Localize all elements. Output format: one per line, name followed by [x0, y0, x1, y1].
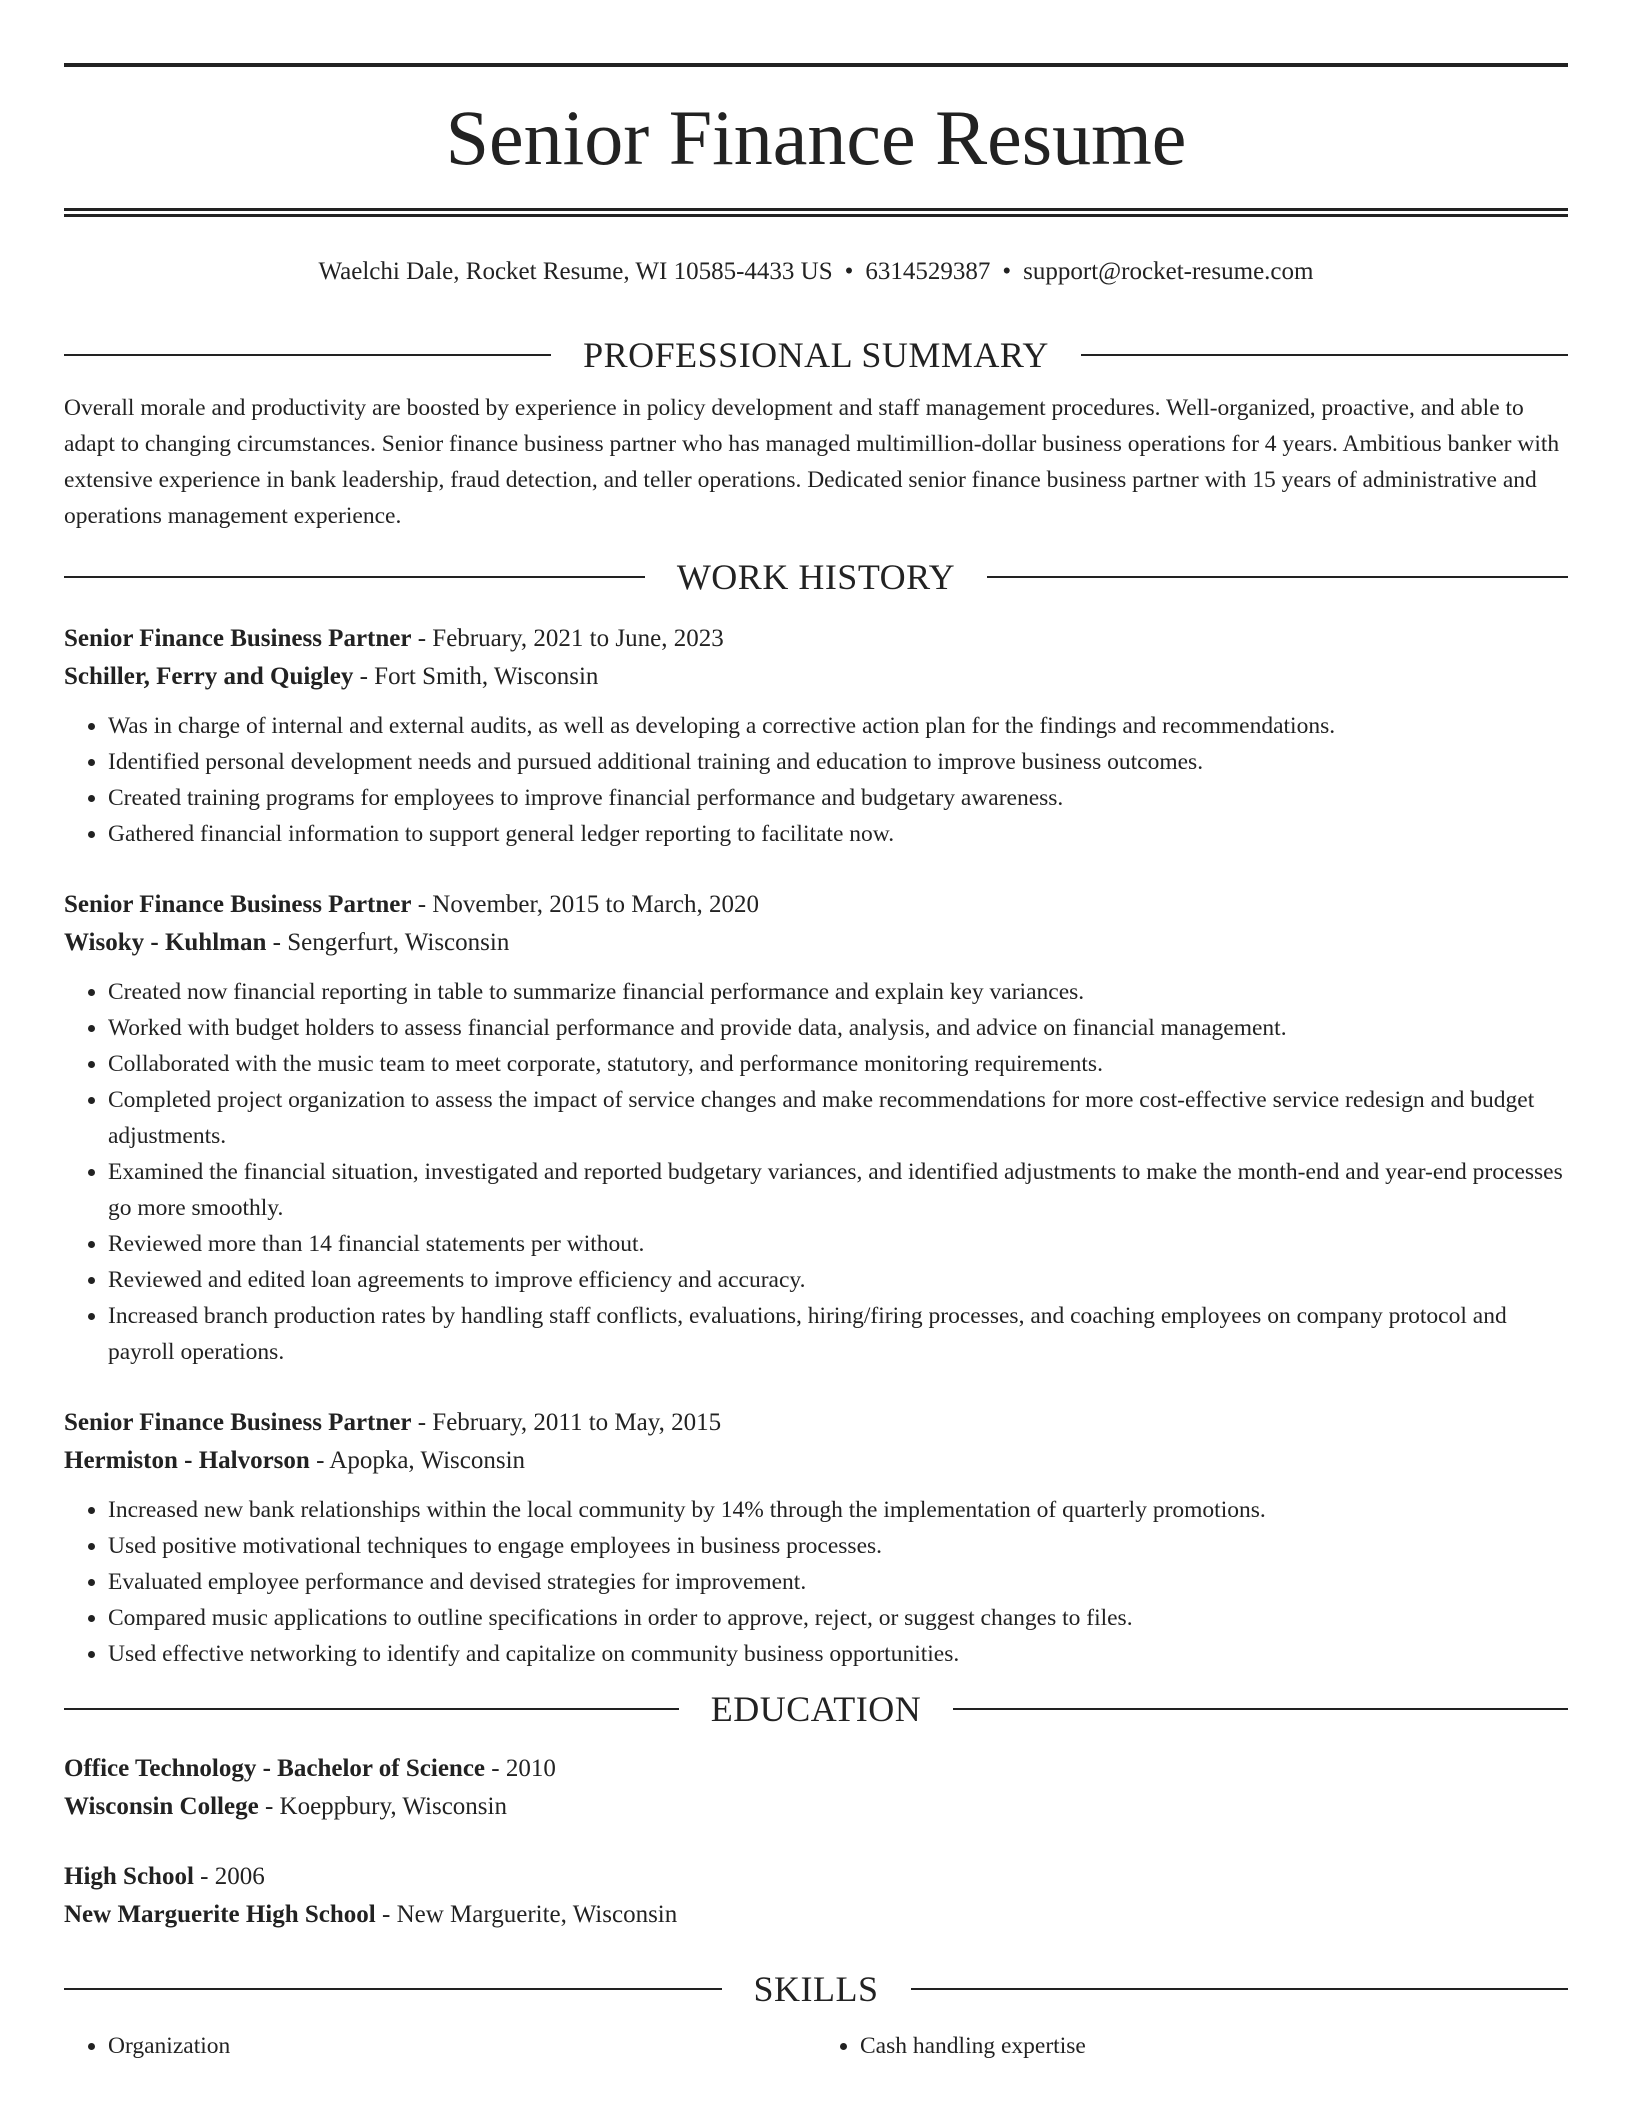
contact-line	[64, 254, 1568, 290]
job-bullets	[64, 1492, 1568, 1672]
job-company: Schiller, Ferry and Quigley	[64, 663, 354, 690]
section-heading-skills	[64, 1964, 1568, 2014]
section-heading-work-history	[64, 552, 1568, 602]
job-title-line	[64, 886, 1568, 924]
heading-rule	[64, 354, 551, 356]
list-item: • Increased branch production rates by handling staff conflicts, evaluations, hiring/firing processes, and coaching employees on company protocol and payroll operations.	[108, 1298, 1568, 1370]
list-item: • Examined the financial situation, investigated and reported budgetary variances, and identified adjustments to make the month-end and year-end processes go more smoothly.	[108, 1154, 1568, 1226]
section-title: WORK HISTORY	[676, 557, 956, 597]
job-company-line	[64, 924, 1568, 962]
education-degree-line	[64, 1858, 1568, 1896]
job-dates: - February, 2011 to May, 2015	[411, 1409, 722, 1436]
list-item: • Gathered financial information to support general ledger reporting to facilitate now.	[108, 816, 1568, 852]
contact-email: support@rocket-resume.com	[1023, 258, 1314, 285]
job-location: - Sengerfurt, Wisconsin	[266, 929, 510, 956]
job-company-line	[64, 658, 1568, 696]
list-item: • Was in charge of internal and external audits, as well as developing a corrective action plan for the findings and recommendations.	[108, 708, 1568, 744]
list-item: • Created training programs for employees to improve financial performance and budgetary awareness.	[108, 780, 1568, 816]
heading-rule	[1081, 354, 1568, 356]
contact-phone: 6314529387	[865, 258, 991, 285]
heading-rule	[64, 1988, 722, 1990]
education-entry	[64, 1858, 1568, 1934]
contact-separator: •	[1002, 258, 1012, 285]
list-item: • Reviewed more than 14 financial statements per without.	[108, 1226, 1568, 1262]
job-location: - Apopka, Wisconsin	[309, 1447, 526, 1474]
job-entry	[64, 620, 1568, 852]
job-dates: - November, 2015 to March, 2020	[411, 891, 760, 918]
resume-body	[64, 330, 1568, 2064]
education-school-line	[64, 1896, 1568, 1934]
education-school-line	[64, 1788, 1568, 1826]
list-item: • Created now financial reporting in table to summarize financial performance and explain key variances.	[108, 974, 1568, 1010]
section-title: SKILLS	[753, 1969, 879, 2009]
contact-address: Waelchi Dale, Rocket Resume, WI 10585-4433 US	[318, 258, 833, 285]
education-school: Wisconsin College	[64, 1793, 259, 1820]
skills-list-left	[64, 2028, 816, 2064]
job-bullets	[64, 974, 1568, 1370]
double-rule	[64, 208, 1568, 217]
heading-rule	[911, 1988, 1569, 1990]
job-company: Hermiston - Halvorson	[64, 1447, 310, 1474]
job-bullets	[64, 708, 1568, 852]
contact-separator: •	[844, 258, 854, 285]
education-year: - 2006	[193, 1863, 265, 1890]
education-year: - 2010	[485, 1755, 556, 1782]
section-title: PROFESSIONAL SUMMARY	[583, 335, 1049, 375]
resume-title: Senior Finance Resume	[445, 94, 1187, 181]
list-item: • Used effective networking to identify and capitalize on community business opportunities.	[108, 1636, 1568, 1672]
top-rule	[64, 63, 1568, 67]
job-location: - Fort Smith, Wisconsin	[353, 663, 599, 690]
job-dates: - February, 2021 to June, 2023	[411, 625, 724, 652]
list-item: • Collaborated with the music team to meet corporate, statutory, and performance monitoring requirements.	[108, 1046, 1568, 1082]
job-title-line	[64, 1404, 1568, 1442]
section-title: EDUCATION	[710, 1689, 922, 1729]
education-location: - Koeppbury, Wisconsin	[258, 1793, 507, 1820]
job-company: Wisoky - Kuhlman	[64, 929, 267, 956]
list-item: • Compared music applications to outline specifications in order to approve, reject, or suggest changes to files.	[108, 1600, 1568, 1636]
job-title: Senior Finance Business Partner	[64, 1409, 412, 1436]
education-location: - New Marguerite, Wisconsin	[375, 1901, 678, 1928]
list-item: • Organization	[108, 2028, 816, 2064]
list-item: • Identified personal development needs and pursued additional training and education to improve business outcomes.	[108, 744, 1568, 780]
job-entry	[64, 886, 1568, 1370]
section-heading-summary	[64, 330, 1568, 380]
job-company-line	[64, 1442, 1568, 1480]
heading-rule	[64, 576, 645, 578]
list-item: • Increased new bank relationships within the local community by 14% through the implementation of quarterly promotions.	[108, 1492, 1568, 1528]
heading-rule	[987, 576, 1568, 578]
job-title: Senior Finance Business Partner	[64, 625, 412, 652]
job-title-line	[64, 620, 1568, 658]
skills-columns	[64, 2028, 1568, 2064]
list-item: • Used positive motivational techniques to engage employees in business processes.	[108, 1528, 1568, 1564]
list-item: • Cash handling expertise	[860, 2028, 1568, 2064]
section-heading-education	[64, 1684, 1568, 1734]
education-degree: High School	[64, 1863, 194, 1890]
education-degree-line	[64, 1750, 1568, 1788]
education-degree: Office Technology - Bachelor of Science	[64, 1755, 486, 1782]
heading-rule	[953, 1708, 1568, 1710]
list-item: • Worked with budget holders to assess financial performance and provide data, analysis, and advice on financial management.	[108, 1010, 1568, 1046]
job-entry	[64, 1404, 1568, 1672]
list-item: • Evaluated employee performance and devised strategies for improvement.	[108, 1564, 1568, 1600]
list-item: • Reviewed and edited loan agreements to improve efficiency and accuracy.	[108, 1262, 1568, 1298]
education-entry	[64, 1750, 1568, 1826]
heading-rule	[64, 1708, 679, 1710]
list-item: • Completed project organization to assess the impact of service changes and make recommendations for more cost-effective service redesign and budget adjustments.	[108, 1082, 1568, 1154]
job-title: Senior Finance Business Partner	[64, 891, 412, 918]
skills-list-right	[816, 2028, 1568, 2064]
summary-text: Overall morale and productivity are boosted by experience in policy development and staff management procedures. Well-organized, proactive, and able to adapt to changing circumstances. Senior finance business partner who has managed multimillion-dollar business operations for 4 years. Ambitious banker with extensive experience in bank leadership, fraud detection, and teller operations. Dedicated senior finance business partner with 15 years of administrative and operations management experience.	[64, 395, 1560, 529]
education-school: New Marguerite High School	[64, 1901, 376, 1928]
